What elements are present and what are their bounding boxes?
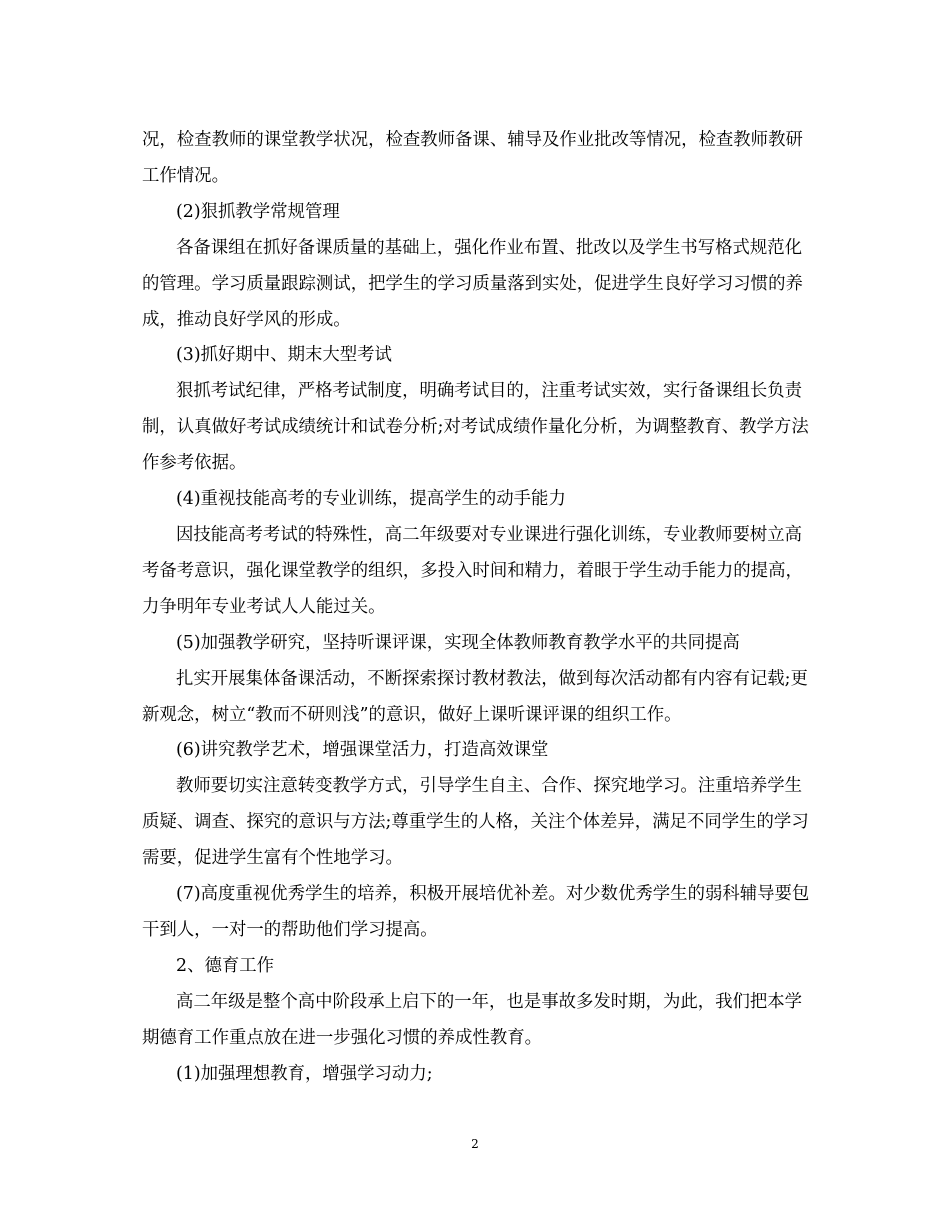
paragraph-teaching-research: 扎实开展集体备课活动，不断探索探讨教材教法，做到每次活动都有内容有记载;更新观念，树立“教而不研则浅”的意识，做好上课听课评课的组织工作。 (142, 668, 808, 725)
paragraph-teaching-routine: 各备课组在抓好备课质量的基础上，强化作业布置、批改以及学生书写格式规范化的管理。学习质量跟踪测试，把学生的学习质量落到实处，促进学生良好学习习惯的养成，推动良好学风的形成。 (142, 237, 803, 330)
paragraph-skills-training: 因技能高考考试的特殊性，高二年级要对专业课进行强化训练，专业教师要树立高考备考意识，强化课堂教学的组织，多投入时间和精力，着眼于学生动手能力的提高，力争明年专业考试人人能过关。 (142, 524, 803, 617)
heading-teaching-art: (6)讲究教学艺术，增强课堂活力，打造高效课堂 (176, 740, 549, 761)
paragraph-exams: 狠抓考试纪律，严格考试制度，明确考试目的，注重考试实效，实行备课组长负责制，认真做好考试成绩统计和试卷分析;对考试成绩作量化分析，为调整教育、教学方法作参考依据。 (142, 381, 809, 474)
paragraph-excellent-students: (7)高度重视优秀学生的培养，积极开展培优补差。对少数优秀学生的弱科辅导要包干到人，一对一的帮助他们学习提高。 (142, 884, 810, 940)
heading-skills-training: (4)重视技能高考的专业训练，提高学生的动手能力 (176, 489, 566, 510)
paragraph-moral-education: 高二年级是整个高中阶段承上启下的一年，也是事故多发时期，为此，我们把本学期德育工作重点放在进一步强化习惯的养成性教育。 (142, 991, 803, 1048)
page-number: 2 (471, 1137, 479, 1151)
paragraph-1: 况，检查教师的课堂教学状况，检查教师备课、辅导及作业批改等情况，检查教师教研工作情况。 (142, 130, 803, 186)
heading-ideal-education: (1)加强理想教育，增强学习动力; (176, 1063, 433, 1084)
paragraph-teaching-art: 教师要切实注意转变教学方式，引导学生自主、合作、探究地学习。注重培养学生质疑、调查、探究的意识与方法;尊重学生的人格，关注个体差异，满足不同学生的学习需要，促进学生富有个性地学习。 (142, 776, 809, 869)
document-body (142, 123, 814, 1092)
heading-exams: (3)抓好期中、期末大型考试 (176, 345, 392, 366)
heading-moral-education: 2、德育工作 (176, 955, 275, 976)
heading-teaching-routine: (2)狠抓教学常规管理 (176, 201, 340, 222)
heading-teaching-research: (5)加强教学研究，坚持听课评课，实现全体教师教育教学水平的共同提高 (176, 632, 740, 653)
